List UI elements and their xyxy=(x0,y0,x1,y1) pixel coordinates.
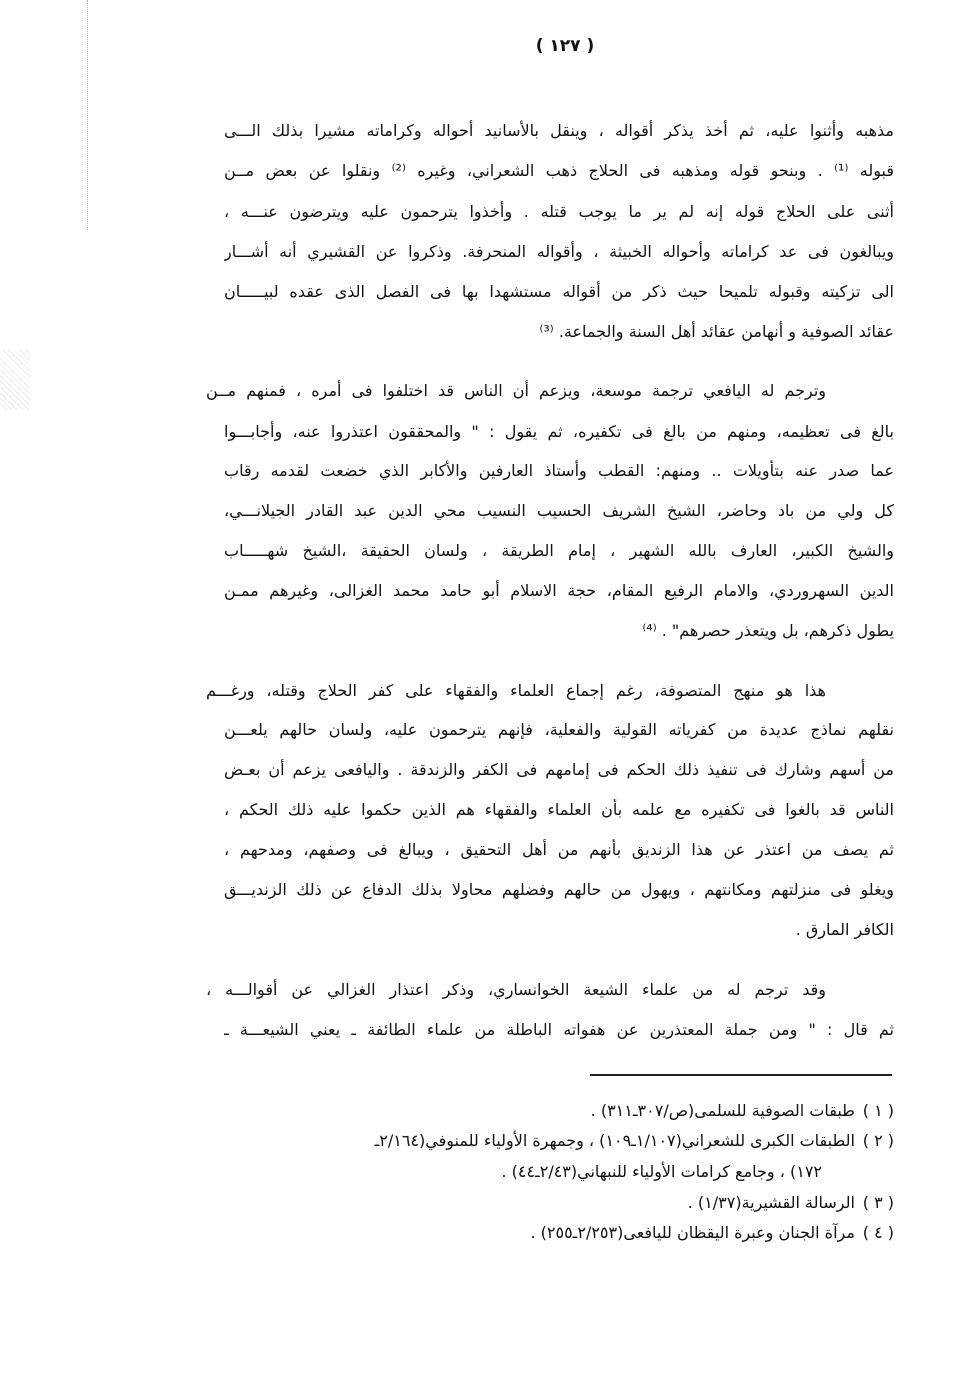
paragraph-3-line-6: ويغلو فى منزلتهم ومكانتهم ، ويهول من حالهم وفضلهم محاولا بذلك الدفاع عن ذلك الزنديـــق xyxy=(224,880,894,899)
footnote-2-continuation: ١٧٢) ، وجامع كرامات الأولياء للنبهاني(٢/٤٣ـ٤٤) . xyxy=(501,1162,822,1181)
footnote-3-number: ( ٣ ) xyxy=(862,1193,894,1212)
footnote-4-text: مرآة الجنان وعبرة اليقظان لليافعى(٢/٢٥٣ـ٢٥٥) . xyxy=(530,1223,855,1242)
paragraph-1-line-2: قبوله ⁽¹⁾ . وبنحو قوله ومذهبه فى الحلاج ذهب الشعراني، وغيره ⁽²⁾ ونقلوا عن بعض مــن xyxy=(224,161,894,180)
paragraph-2-line-1: وترجم له اليافعي ترجمة موسعة، ويزعم أن الناس قد اختلفوا فى أمره ، فمنهم مــن xyxy=(206,381,826,400)
paragraph-2-line-4: كل ولي من باد وحاضر، الشيخ الشريف الحسيب النسيب محي الدين عبد القادر الجيلانـــي، xyxy=(224,501,894,520)
footnote-1-text: طبقات الصوفية للسلمى(ص/٣٠٧ـ٣١١) . xyxy=(590,1101,855,1120)
paragraph-3-line-1: هذا هو منهج المتصوفة، رغم إجماع العلماء والفقهاء على كفر الحلاج وقتله، ورغـــم xyxy=(206,681,826,700)
page-number: ( ١٢٧ ) xyxy=(535,36,595,56)
footnote-separator xyxy=(590,1074,892,1076)
paragraph-1-line-5: الى تزكيته وقبوله تلميحا حيث ذكر من أقواله مستشهدا بها فى الفصل الذى عقده لبيـــــان xyxy=(224,282,894,301)
scan-noise xyxy=(0,350,30,410)
paragraph-4-line-2: ثم قال : " ومن جملة المعتذرين عن هفواته الباطلة من علماء الطائفة ـ يعني الشيعـــة ـ xyxy=(224,1020,894,1039)
paragraph-2-line-2: بالغ فى تعظيمه، ومنهم من بالغ فى تكفيره، ثم يقول : " والمحققون اعتذروا عنه، وأجابـــوا xyxy=(224,422,894,441)
footnote-1 xyxy=(234,1100,894,1122)
paragraph-2-line-7: يطول ذكرهم، بل ويتعذر حصرهم" . ⁽⁴⁾ xyxy=(642,621,894,640)
paragraph-1-line-3: أثنى على الحلاج قوله إنه لم ير ما يوجب قتله . وأخذوا يترحمون عليه ويترضون عنـــه ، xyxy=(224,202,894,221)
paragraph-3-line-4: الناس قد بالغوا فى تكفيره مع علمه بأن العلماء والفقهاء هم الذين حكموا عليه ذلك الحكم ، xyxy=(224,800,894,819)
paragraph-3-line-3: من أسهم وشارك فى تنفيذ ذلك الحكم فى إمامهم فى الكفر والزندقة . واليافعى يزعم أن بعـض xyxy=(224,760,894,779)
footnote-2 xyxy=(234,1130,894,1152)
paragraph-2-line-3: عما صدر عنه بتأويلات .. ومنهم: القطب وأستاذ العارفين والأكابر الذي خضعت لقدمه رقاب xyxy=(224,461,894,480)
footnote-2-text: الطبقات الكبرى للشعراني(١/١٠٧ـ١٠٩) ، وجمهرة الأولياء للمنوفي(٢/١٦٤ـ xyxy=(374,1131,855,1150)
scan-margin-line xyxy=(87,0,88,230)
paragraph-1-line-1: مذهبه وأثنوا عليه، ثم أخذ يذكر أقواله ، وينقل بالأسانيد أحواله وكراماته مشيرا بذلك الـــى xyxy=(224,121,894,140)
paragraph-3-line-7: الكافر المارق . xyxy=(795,920,894,939)
paragraph-2-line-5: والشيخ الكبير، العارف بالله الشهير ، إمام الطريقة ، ولسان الحقيقة ،الشيخ شهـــــاب xyxy=(224,541,894,560)
paragraph-3-line-2: نقلهم نماذج عديدة من كفرياته القولية والفعلية، فإنهم يترحمون عليه، ولسان حالهم يلعـــن xyxy=(224,720,894,739)
footnote-3-text: الرسالة القشيرية(١/٣٧) . xyxy=(687,1193,855,1212)
paragraph-2-line-6: الدين السهروردي، والامام الرفيع المقام، حجة الاسلام أبو حامد محمد الغزالى، وغيرهم ممـن xyxy=(224,581,894,600)
paragraph-3-line-5: ثم يصف من اعتذر عن هذا الزنديق بأنهم من أهل التحقيق ، ويبالغ فى وصفهم، ومدحهم ، xyxy=(224,840,894,859)
paragraph-1-line-4: ويبالغون فى عد كراماته وأحواله الخبيثة ، وأقواله المنحرفة. وذكروا عن القشيري أنه أشـــار xyxy=(224,242,894,261)
footnote-4 xyxy=(234,1222,894,1244)
paragraph-1-line-6: عقائد الصوفية و أنهامن عقائد أهل السنة والجماعة. ⁽³⁾ xyxy=(539,322,894,341)
footnote-2-number: ( ٢ ) xyxy=(862,1131,894,1150)
paragraph-4-line-1: وقد ترجم له من علماء الشيعة الخوانساري، وذكر اعتذار الغزالي عن أقوالـــه ، xyxy=(206,980,826,999)
footnote-3 xyxy=(234,1192,894,1214)
footnote-4-number: ( ٤ ) xyxy=(862,1223,894,1242)
footnote-1-number: ( ١ ) xyxy=(862,1101,894,1120)
